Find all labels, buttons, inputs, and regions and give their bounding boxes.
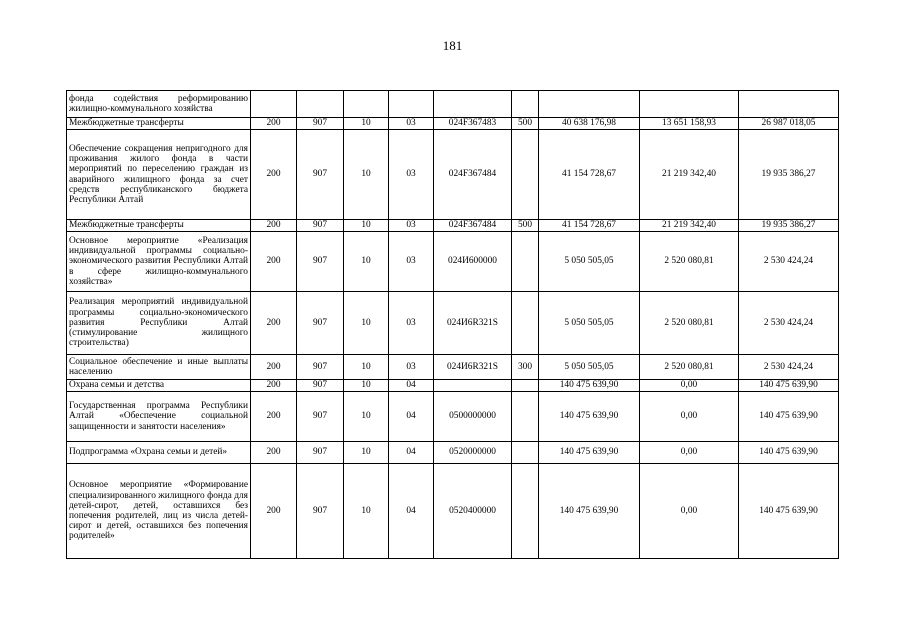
row-amount-3: 2 530 424,24 — [739, 232, 839, 292]
row-subsection: 04 — [389, 380, 434, 392]
row-amount-1: 140 475 639,90 — [539, 442, 640, 464]
row-expense-type — [512, 292, 539, 355]
row-expense-type: 300 — [512, 355, 539, 380]
row-amount-1: 41 154 728,67 — [539, 130, 640, 220]
row-section: 10 — [344, 442, 389, 464]
row-expense-type: 500 — [512, 220, 539, 232]
row-amount-1: 140 475 639,90 — [539, 392, 640, 442]
row-admin-code: 200 — [251, 130, 297, 220]
row-target-code: 024И600000 — [434, 232, 512, 292]
row-amount-3: 140 475 639,90 — [739, 464, 839, 559]
row-admin-code: 200 — [251, 464, 297, 559]
row-expense-type — [512, 392, 539, 442]
row-amount-2: 21 219 342,40 — [640, 130, 739, 220]
row-amount-2: 0,00 — [640, 442, 739, 464]
row-expense-type — [512, 464, 539, 559]
row-name: Основное мероприятие «Формирование специализированного жилищного фонда для детей-сирот, детей, оставшихся без попечения родителей, лиц из числа детей-сирот и детей, оставшихся без попечения родителей» — [67, 464, 251, 559]
row-target-code: 024F367484 — [434, 220, 512, 232]
row-amount-1: 40 638 176,98 — [539, 118, 640, 130]
row-expense-type — [512, 91, 539, 118]
row-amount-3: 19 935 386,27 — [739, 220, 839, 232]
row-amount-2: 13 651 158,93 — [640, 118, 739, 130]
row-name: Охрана семьи и детства — [67, 380, 251, 392]
row-amount-3: 140 475 639,90 — [739, 442, 839, 464]
row-target-code: 024И6R321S — [434, 355, 512, 380]
row-amount-1: 5 050 505,05 — [539, 292, 640, 355]
row-section: 10 — [344, 392, 389, 442]
row-subsection: 03 — [389, 130, 434, 220]
table-row — [67, 118, 839, 130]
table-row — [67, 232, 839, 292]
row-amount-2: 21 219 342,40 — [640, 220, 739, 232]
row-section: 10 — [344, 220, 389, 232]
row-ministry-code: 907 — [297, 232, 344, 292]
row-name: Основное мероприятие «Реализация индивидуальной программы социально-экономического развития Республики Алтай в сфере жилищно-коммунального хозяйства» — [67, 232, 251, 292]
row-ministry-code: 907 — [297, 442, 344, 464]
row-expense-type — [512, 442, 539, 464]
row-amount-2: 2 520 080,81 — [640, 232, 739, 292]
row-admin-code: 200 — [251, 220, 297, 232]
row-section: 10 — [344, 355, 389, 380]
row-section: 10 — [344, 118, 389, 130]
row-amount-2: 0,00 — [640, 464, 739, 559]
table-row — [67, 442, 839, 464]
row-amount-1: 41 154 728,67 — [539, 220, 640, 232]
row-amount-2: 0,00 — [640, 392, 739, 442]
row-ministry-code: 907 — [297, 292, 344, 355]
row-ministry-code — [297, 91, 344, 118]
budget-table — [66, 90, 839, 559]
row-name: Социальное обеспечение и иные выплаты населению — [67, 355, 251, 380]
row-amount-2 — [640, 91, 739, 118]
row-expense-type: 500 — [512, 118, 539, 130]
row-section: 10 — [344, 232, 389, 292]
row-ministry-code: 907 — [297, 464, 344, 559]
table-row — [67, 464, 839, 559]
row-admin-code: 200 — [251, 292, 297, 355]
row-section: 10 — [344, 380, 389, 392]
row-subsection: 03 — [389, 355, 434, 380]
row-subsection: 03 — [389, 220, 434, 232]
row-target-code: 024И6R321S — [434, 292, 512, 355]
row-subsection: 03 — [389, 118, 434, 130]
row-amount-3: 140 475 639,90 — [739, 380, 839, 392]
row-expense-type — [512, 130, 539, 220]
row-amount-1: 5 050 505,05 — [539, 355, 640, 380]
row-section: 10 — [344, 292, 389, 355]
table-row — [67, 130, 839, 220]
row-name: Обеспечение сокращения непригодного для проживания жилого фонда в части мероприятий по переселению граждан из аварийного жилищного фонда за счет средств республиканского бюджета Республики Алтай — [67, 130, 251, 220]
row-target-code: 0520400000 — [434, 464, 512, 559]
table-body — [67, 91, 839, 559]
row-expense-type — [512, 232, 539, 292]
row-admin-code: 200 — [251, 118, 297, 130]
row-target-code: 0500000000 — [434, 392, 512, 442]
row-amount-2: 0,00 — [640, 380, 739, 392]
row-ministry-code: 907 — [297, 130, 344, 220]
row-amount-3: 19 935 386,27 — [739, 130, 839, 220]
row-name: Межбюджетные трансферты — [67, 220, 251, 232]
row-amount-1: 140 475 639,90 — [539, 464, 640, 559]
row-admin-code: 200 — [251, 442, 297, 464]
row-subsection: 04 — [389, 464, 434, 559]
row-amount-2: 2 520 080,81 — [640, 355, 739, 380]
row-subsection: 03 — [389, 232, 434, 292]
row-target-code: 024F367484 — [434, 130, 512, 220]
table-row — [67, 392, 839, 442]
table-row — [67, 380, 839, 392]
row-target-code: 024F367483 — [434, 118, 512, 130]
row-admin-code: 200 — [251, 355, 297, 380]
table-row — [67, 292, 839, 355]
row-ministry-code: 907 — [297, 355, 344, 380]
row-name: фонда содействия реформированию жилищно-коммунального хозяйства — [67, 91, 251, 118]
row-name: Межбюджетные трансферты — [67, 118, 251, 130]
row-admin-code: 200 — [251, 392, 297, 442]
row-amount-3: 140 475 639,90 — [739, 392, 839, 442]
row-amount-3: 2 530 424,24 — [739, 292, 839, 355]
row-amount-2: 2 520 080,81 — [640, 292, 739, 355]
row-admin-code: 200 — [251, 232, 297, 292]
row-amount-1: 5 050 505,05 — [539, 232, 640, 292]
row-section: 10 — [344, 464, 389, 559]
page-number: 181 — [442, 38, 463, 53]
table-row — [67, 355, 839, 380]
row-name: Реализация мероприятий индивидуальной программы социально-экономического развития Республики Алтай (стимулирование жилищного строительства) — [67, 292, 251, 355]
row-amount-3: 2 530 424,24 — [739, 355, 839, 380]
table-row — [67, 91, 839, 118]
row-target-code: 0520000000 — [434, 442, 512, 464]
row-target-code — [434, 380, 512, 392]
row-amount-1 — [539, 91, 640, 118]
row-section — [344, 91, 389, 118]
row-ministry-code: 907 — [297, 392, 344, 442]
row-section: 10 — [344, 130, 389, 220]
row-subsection: 04 — [389, 392, 434, 442]
row-target-code — [434, 91, 512, 118]
row-amount-3: 26 987 018,05 — [739, 118, 839, 130]
row-amount-1: 140 475 639,90 — [539, 380, 640, 392]
row-admin-code: 200 — [251, 380, 297, 392]
row-subsection — [389, 91, 434, 118]
table-row — [67, 220, 839, 232]
row-ministry-code: 907 — [297, 220, 344, 232]
row-expense-type — [512, 380, 539, 392]
row-amount-3 — [739, 91, 839, 118]
row-ministry-code: 907 — [297, 118, 344, 130]
row-subsection: 04 — [389, 442, 434, 464]
row-name: Государственная программа Республики Алтай «Обеспечение социальной защищенности и занятости населения» — [67, 392, 251, 442]
row-subsection: 03 — [389, 292, 434, 355]
row-admin-code — [251, 91, 297, 118]
row-name: Подпрограмма «Охрана семьи и детей» — [67, 442, 251, 464]
row-ministry-code: 907 — [297, 380, 344, 392]
